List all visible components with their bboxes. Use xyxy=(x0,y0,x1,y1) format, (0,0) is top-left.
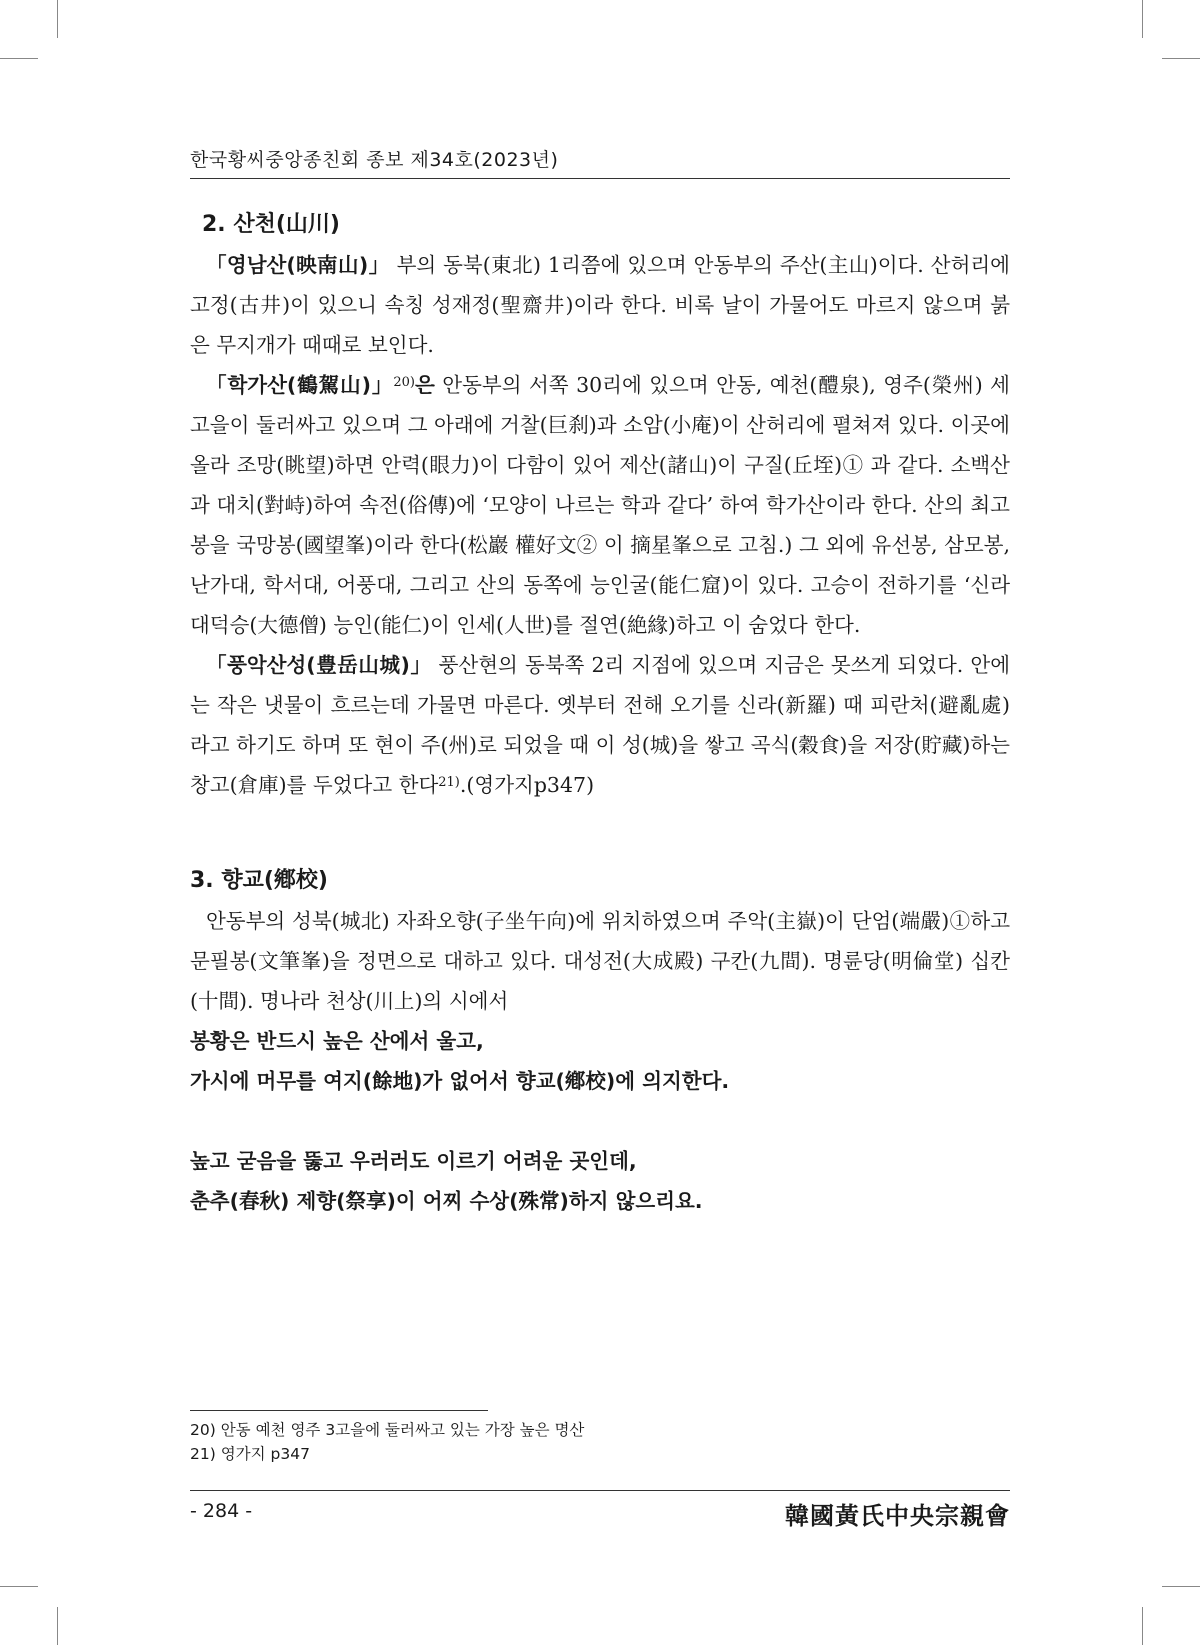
footnote-ref: 21) xyxy=(438,775,460,790)
page-body xyxy=(190,205,1010,1221)
footnote: 20) 안동 예천 영주 3고을에 둘러싸고 있는 가장 높은 명산 xyxy=(190,1421,585,1439)
page-number: - 284 - xyxy=(190,1500,253,1522)
crop-mark xyxy=(1142,0,1143,38)
section-title: 2. 산천(山川) xyxy=(202,212,340,237)
poem-line: 봉황은 반드시 높은 산에서 울고, xyxy=(190,1029,484,1053)
crop-mark xyxy=(1162,1586,1200,1587)
paragraph-text: 풍산현의 동북쪽 2리 지점에 있으며 지금은 못쓰게 되었다. 안에는 작은 냇물이 흐르는데 가물면 마른다. 옛부터 전해 오기를 신라(新羅) 때 피란처(避亂處)라고 하기도 하며 또 현이 주(州)로 되었을 때 이 성(城)을 쌓고 곡식(穀食)을 저장(貯藏)하는 창고(倉庫)를 두었다고 한다 xyxy=(190,653,1010,797)
section-title: 3. 향교(鄕校) xyxy=(190,868,328,893)
crop-mark xyxy=(0,58,38,59)
term-heading: 「풍악산성(豊岳山城)」 xyxy=(206,653,432,677)
crop-mark xyxy=(57,1607,58,1645)
paragraph-tail: .(영가지p347) xyxy=(459,773,595,797)
organization-name: 韓國黃氏中央宗親會 xyxy=(785,1501,1010,1530)
paragraph xyxy=(190,365,1010,645)
spacer xyxy=(190,1101,1010,1141)
poem-line: 높고 굳음을 뚫고 우러러도 이르기 어려운 곳인데, xyxy=(190,1149,637,1173)
crop-mark xyxy=(1162,58,1200,59)
spacer xyxy=(190,805,1010,861)
term-heading: 「영남산(映南山)」 xyxy=(206,253,390,277)
paragraph-text: 안동부의 서쪽 30리에 있으며 안동, 예천(醴泉), 영주(榮州) 세 고을이 둘러싸고 있으며 그 아래에 거찰(巨刹)과 소암(小庵)이 산허리에 펼쳐져 있다. 이곳에 올라 조망(眺望)하면 안력(眼力)이 다함이 있어 제산(諸山)이 구질(丘垤)① 과 같다. 소백산과 대치(對峙)하여 속전(俗傳)에 ‘모양이 나르는 학과 같다’ 하여 학가산이라 한다. 산의 최고봉을 국망봉(國望峯)이라 한다(松巖 權好文② 이 摘星峯으로 고침.) 그 외에 유선봉, 삼모봉, 난가대, 학서대, 어풍대, 그리고 산의 동쪽에 능인굴(能仁窟)이 있다. 고승이 전하기를 ‘신라 대덕승(大德僧) 능인(能仁)이 인세(人世)를 절연(絶緣)하고 이 숨었다 한다. xyxy=(190,373,1010,637)
term-heading-tail: 은 xyxy=(415,373,435,397)
poem-line: 가시에 머무를 여지(餘地)가 없어서 향교(鄕校)에 의지한다. xyxy=(190,1069,730,1093)
footnotes xyxy=(190,1418,584,1466)
footer-rule xyxy=(190,1490,1010,1491)
paragraph-text: 부의 동북(東北) 1리쯤에 있으며 안동부의 주산(主山)이다. 산허리에 고정(古井)이 있으니 속칭 성재정(聖齋井)이라 한다. 비록 날이 가물어도 마르지 않으며 붉은 무지개가 때때로 보인다. xyxy=(190,253,1010,357)
paragraph xyxy=(190,645,1010,805)
term-heading: 「학가산(鶴駕山)」 xyxy=(206,373,394,397)
crop-mark xyxy=(0,1586,38,1587)
footnote-ref: 20) xyxy=(393,375,416,390)
footnote: 21) 영가지 p347 xyxy=(190,1445,310,1463)
crop-mark xyxy=(57,0,58,38)
crop-mark xyxy=(1142,1607,1143,1645)
header-rule xyxy=(190,178,1010,179)
paragraph: 안동부의 성북(城北) 자좌오향(子坐午向)에 위치하였으며 주악(主嶽)이 단엄(端嚴)①하고 문필봉(文筆峯)을 정면으로 대하고 있다. 대성전(大成殿) 구칸(九間). 명륜당(明倫堂) 십칸(十間). 명나라 천상(川上)의 시에서 xyxy=(190,909,1010,1013)
paragraph xyxy=(190,245,1010,365)
poem-line: 춘추(春秋) 제향(祭享)이 어찌 수상(殊常)하지 않으리요. xyxy=(190,1189,703,1213)
footnote-rule xyxy=(190,1410,488,1411)
running-header: 한국황씨중앙종친회 종보 제34호(2023년) xyxy=(190,149,559,171)
